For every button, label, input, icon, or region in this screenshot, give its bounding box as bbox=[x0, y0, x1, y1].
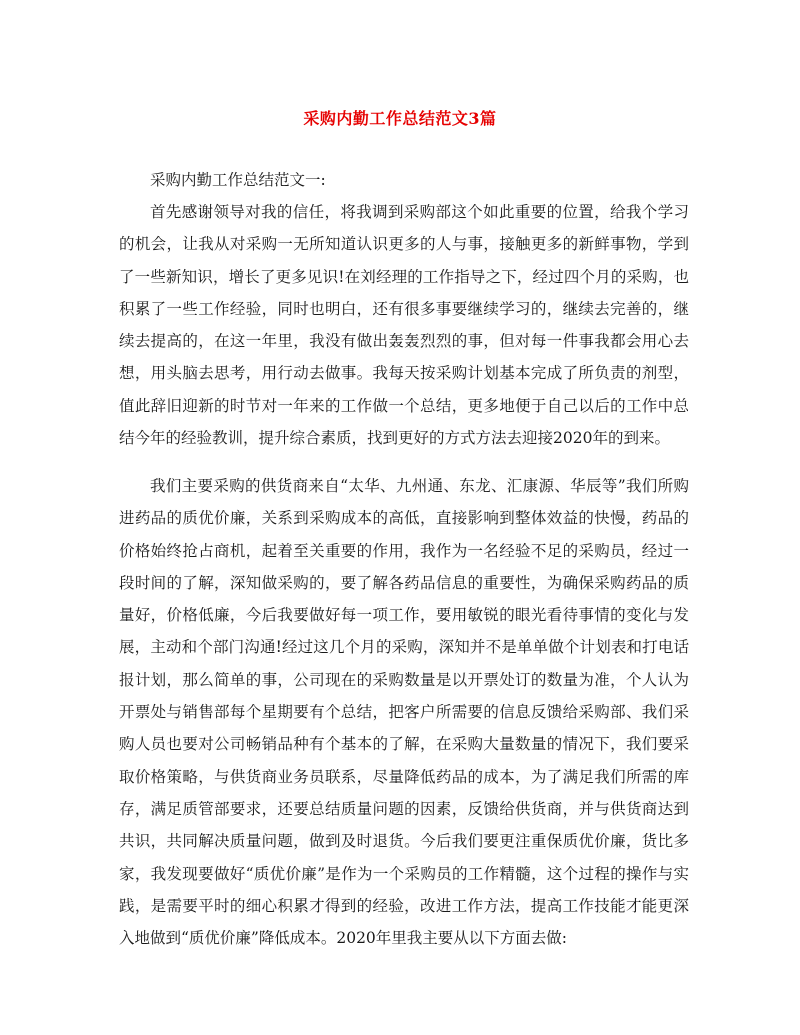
paragraph-intro: 首先感谢领导对我的信任，将我调到采购部这个如此重要的位置，给我个学习的机会，让我从对采购一无所知道认识更多的人与事，接触更多的新鲜事物，学到了一些新知识，增长了更多见识!在刘经理的工作指导之下，经过四个月的采购，也积累了一些工作经验，同时也明白，还有很多事要继续学习的，继续去完善的，继续去提高的，在这一年里，我没有做出轰轰烈烈的事，但对每一件事我都会用心去想，用头脑去思考，用行动去做事。我每天按采购计划基本完成了所负责的剂型，值此辞旧迎新的时节对一年来的工作做一个总结，更多地便于自己以后的工作中总结今年的经验教训，提升综合素质，找到更好的方式方法去迎接2020年的到来。 bbox=[119, 203, 689, 448]
section-heading: 采购内勤工作总结范文一: bbox=[150, 171, 326, 189]
document-title: 采购内勤工作总结范文3篇 bbox=[303, 109, 497, 128]
paragraph-suppliers: 我们主要采购的供货商来自“太华、九州通、东龙、汇康源、华辰等”我们所购进药品的质优价廉，关系到采购成本的高低，直接影响到整体效益的快慢，药品的价格始终抢占商机，起着至关重要的作用，我作为一名经验不足的采购员，经过一段时间的了解，深知做采购的，要了解各药品信息的重要性，为确保采购药品的质量好，价格低廉，今后我要做好每一项工作，要用敏锐的眼光看待事情的变化与发展，主动和个部门沟通!经过这几个月的采购，深知并不是单单做个计划表和打电话报计划，那么简单的事，公司现在的采购数量是以开票处订的数量为准，个人认为开票处与销售部每个星期要有个总结，把客户所需要的信息反馈给采购部、我们采购人员也要对公司畅销品种有个基本的了解，在采购大量数量的情况下，我们要采取价格策略，与供货商业务员联系，尽量降低药品的成本，为了满足我们所需的库存，满足质管部要求，还要总结质量问题的因素，反馈给供货商，并与供货商达到共识，共同解决质量问题，做到及时退货。今后我们要更注重保质优价廉，货比多家，我发现要做好“质优价廉”是作为一个采购员的工作精髓，这个过程的操作与实践，是需要平时的细心积累才得到的经验，改进工作方法，提高工作技能才能更深入地做到“质优价廉”降低成本。2020年里我主要从以下方面去做: bbox=[119, 477, 689, 948]
